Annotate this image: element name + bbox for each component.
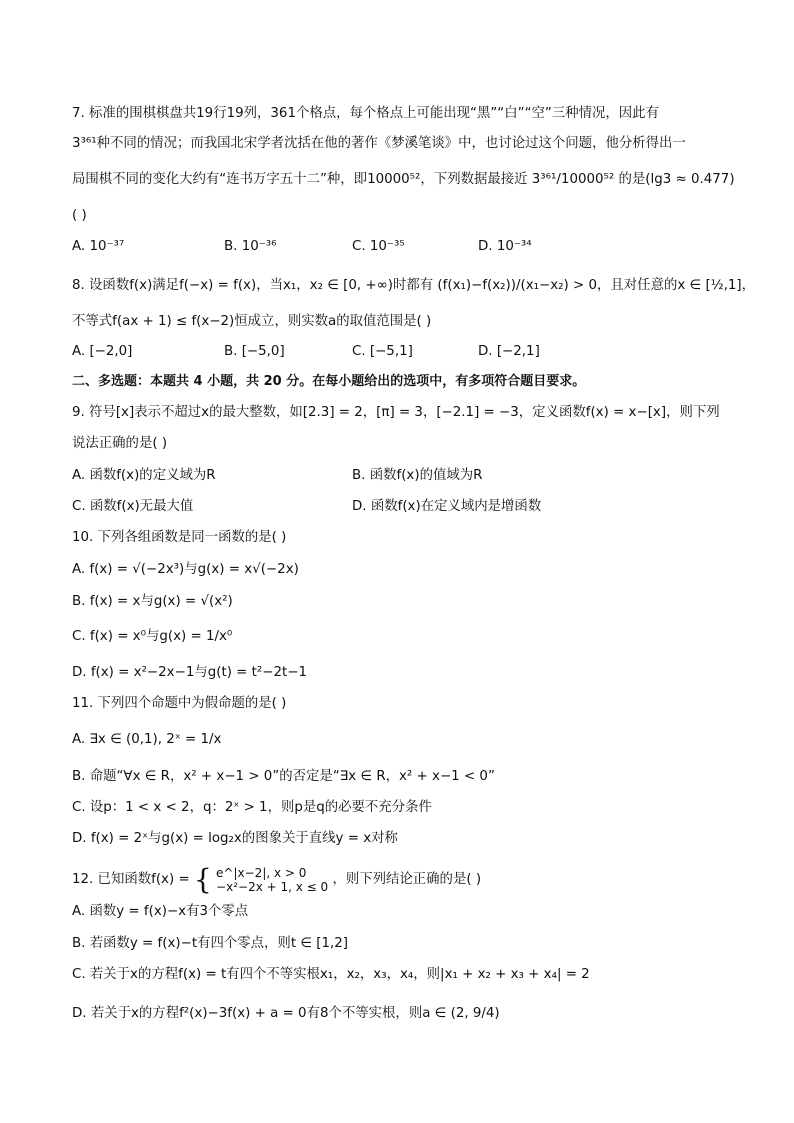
piecewise-case-2: −x²−2x + 1, x ≤ 0 <box>216 880 329 894</box>
q8-option-c: C. [−5,1] <box>352 344 413 359</box>
q10-option-c: C. f(x) = x⁰与g(x) = 1/x⁰ <box>72 629 233 644</box>
q12-stem-suffix: ，则下列结论正确的是( ) <box>332 872 482 887</box>
q9-option-b: B. 函数f(x)的值域为R <box>352 468 483 483</box>
q12-option-b: B. 若函数y = f(x)−t有四个零点，则t ∈ [1,2] <box>72 936 348 951</box>
q10-option-b: B. f(x) = x与g(x) = √(x²) <box>72 594 233 609</box>
q10-option-a: A. f(x) = √(−2x³)与g(x) = x√(−2x) <box>72 562 299 577</box>
q8-option-d: D. [−2,1] <box>478 344 540 359</box>
piecewise-case-1: e^|x−2|, x > 0 <box>216 866 307 880</box>
q12-option-a: A. 函数y = f(x)−x有3个零点 <box>72 904 249 919</box>
q8-line-1: 8. 设函数f(x)满足f(−x) = f(x)，当x₁，x₂ ∈ [0, +∞)时都有 (f(x₁)−f(x₂))/(x₁−x₂) > 0，且对任意的x ∈ [½,1]， <box>72 278 756 293</box>
q12-stem-prefix: 12. 已知函数f(x) = <box>72 872 190 887</box>
section-heading-multiple-choice: 二、多选题：本题共 4 小题，共 20 分。在每小题给出的选项中，有多项符合题目要求。 <box>72 374 586 389</box>
q7-line-2: 3³⁶¹种不同的情况；而我国北宋学者沈括在他的著作《梦溪笔谈》中，也讨论过这个问题，他分析得出一 <box>72 136 686 151</box>
q12-option-d: D. 若关于x的方程f²(x)−3f(x) + a = 0有8个不等实根，则a ∈ (2, 9/4) <box>72 1006 500 1021</box>
q7-option-a: A. 10⁻³⁷ <box>72 239 125 254</box>
q7-option-c: C. 10⁻³⁵ <box>352 239 405 254</box>
q12-stem <box>72 865 722 895</box>
q9-line-2: 说法正确的是( ) <box>72 436 168 451</box>
piecewise-brace: { <box>193 863 212 896</box>
piecewise-cases <box>216 866 328 894</box>
q7-line-3: 局围棋不同的变化大约有“连书万字五十二”种，即10000⁵²，下列数据最接近 3³⁶¹/10000⁵² 的是(lg3 ≈ 0.477) <box>72 172 735 187</box>
q7-option-b: B. 10⁻³⁶ <box>224 239 277 254</box>
q9-option-a: A. 函数f(x)的定义域为R <box>72 468 216 483</box>
q8-line-2: 不等式f(ax + 1) ≤ f(x−2)恒成立，则实数a的取值范围是( ) <box>72 314 432 329</box>
q7-option-d: D. 10⁻³⁴ <box>478 239 532 254</box>
q9-option-d: D. 函数f(x)在定义域内是增函数 <box>352 499 542 514</box>
q11-option-b: B. 命题“∀x ∈ R，x² + x−1 > 0”的否定是“∃x ∈ R，x² + x−1 < 0” <box>72 769 495 784</box>
q10-option-d: D. f(x) = x²−2x−1与g(t) = t²−2t−1 <box>72 665 308 680</box>
q8-option-b: B. [−5,0] <box>224 344 285 359</box>
q11-option-a: A. ∃x ∈ (0,1), 2ˣ = 1/x <box>72 732 222 747</box>
q9-line-1: 9. 符号[x]表示不超过x的最大整数，如[2.3] = 2，[π] = 3，[−2.1] = −3，定义函数f(x) = x−[x]，则下列 <box>72 405 720 420</box>
q7-line-1: 7. 标准的围棋棋盘共19行19列，361个格点，每个格点上可能出现“黑”“白”“空”三种情况，因此有 <box>72 106 659 121</box>
q10-stem: 10. 下列各组函数是同一函数的是( ) <box>72 530 287 545</box>
q8-option-a: A. [−2,0] <box>72 344 133 359</box>
q11-stem: 11. 下列四个命题中为假命题的是( ) <box>72 696 287 711</box>
q9-option-c: C. 函数f(x)无最大值 <box>72 499 194 514</box>
q11-option-d: D. f(x) = 2ˣ与g(x) = log₂x的图象关于直线y = x对称 <box>72 831 398 846</box>
q11-option-c: C. 设p：1 < x < 2，q：2ˣ > 1，则p是q的必要不充分条件 <box>72 800 432 815</box>
q7-answer-paren: ( ) <box>72 208 87 223</box>
q12-option-c: C. 若关于x的方程f(x) = t有四个不等实根x₁，x₂，x₃，x₄，则|x₁ + x₂ + x₃ + x₄| = 2 <box>72 967 590 982</box>
